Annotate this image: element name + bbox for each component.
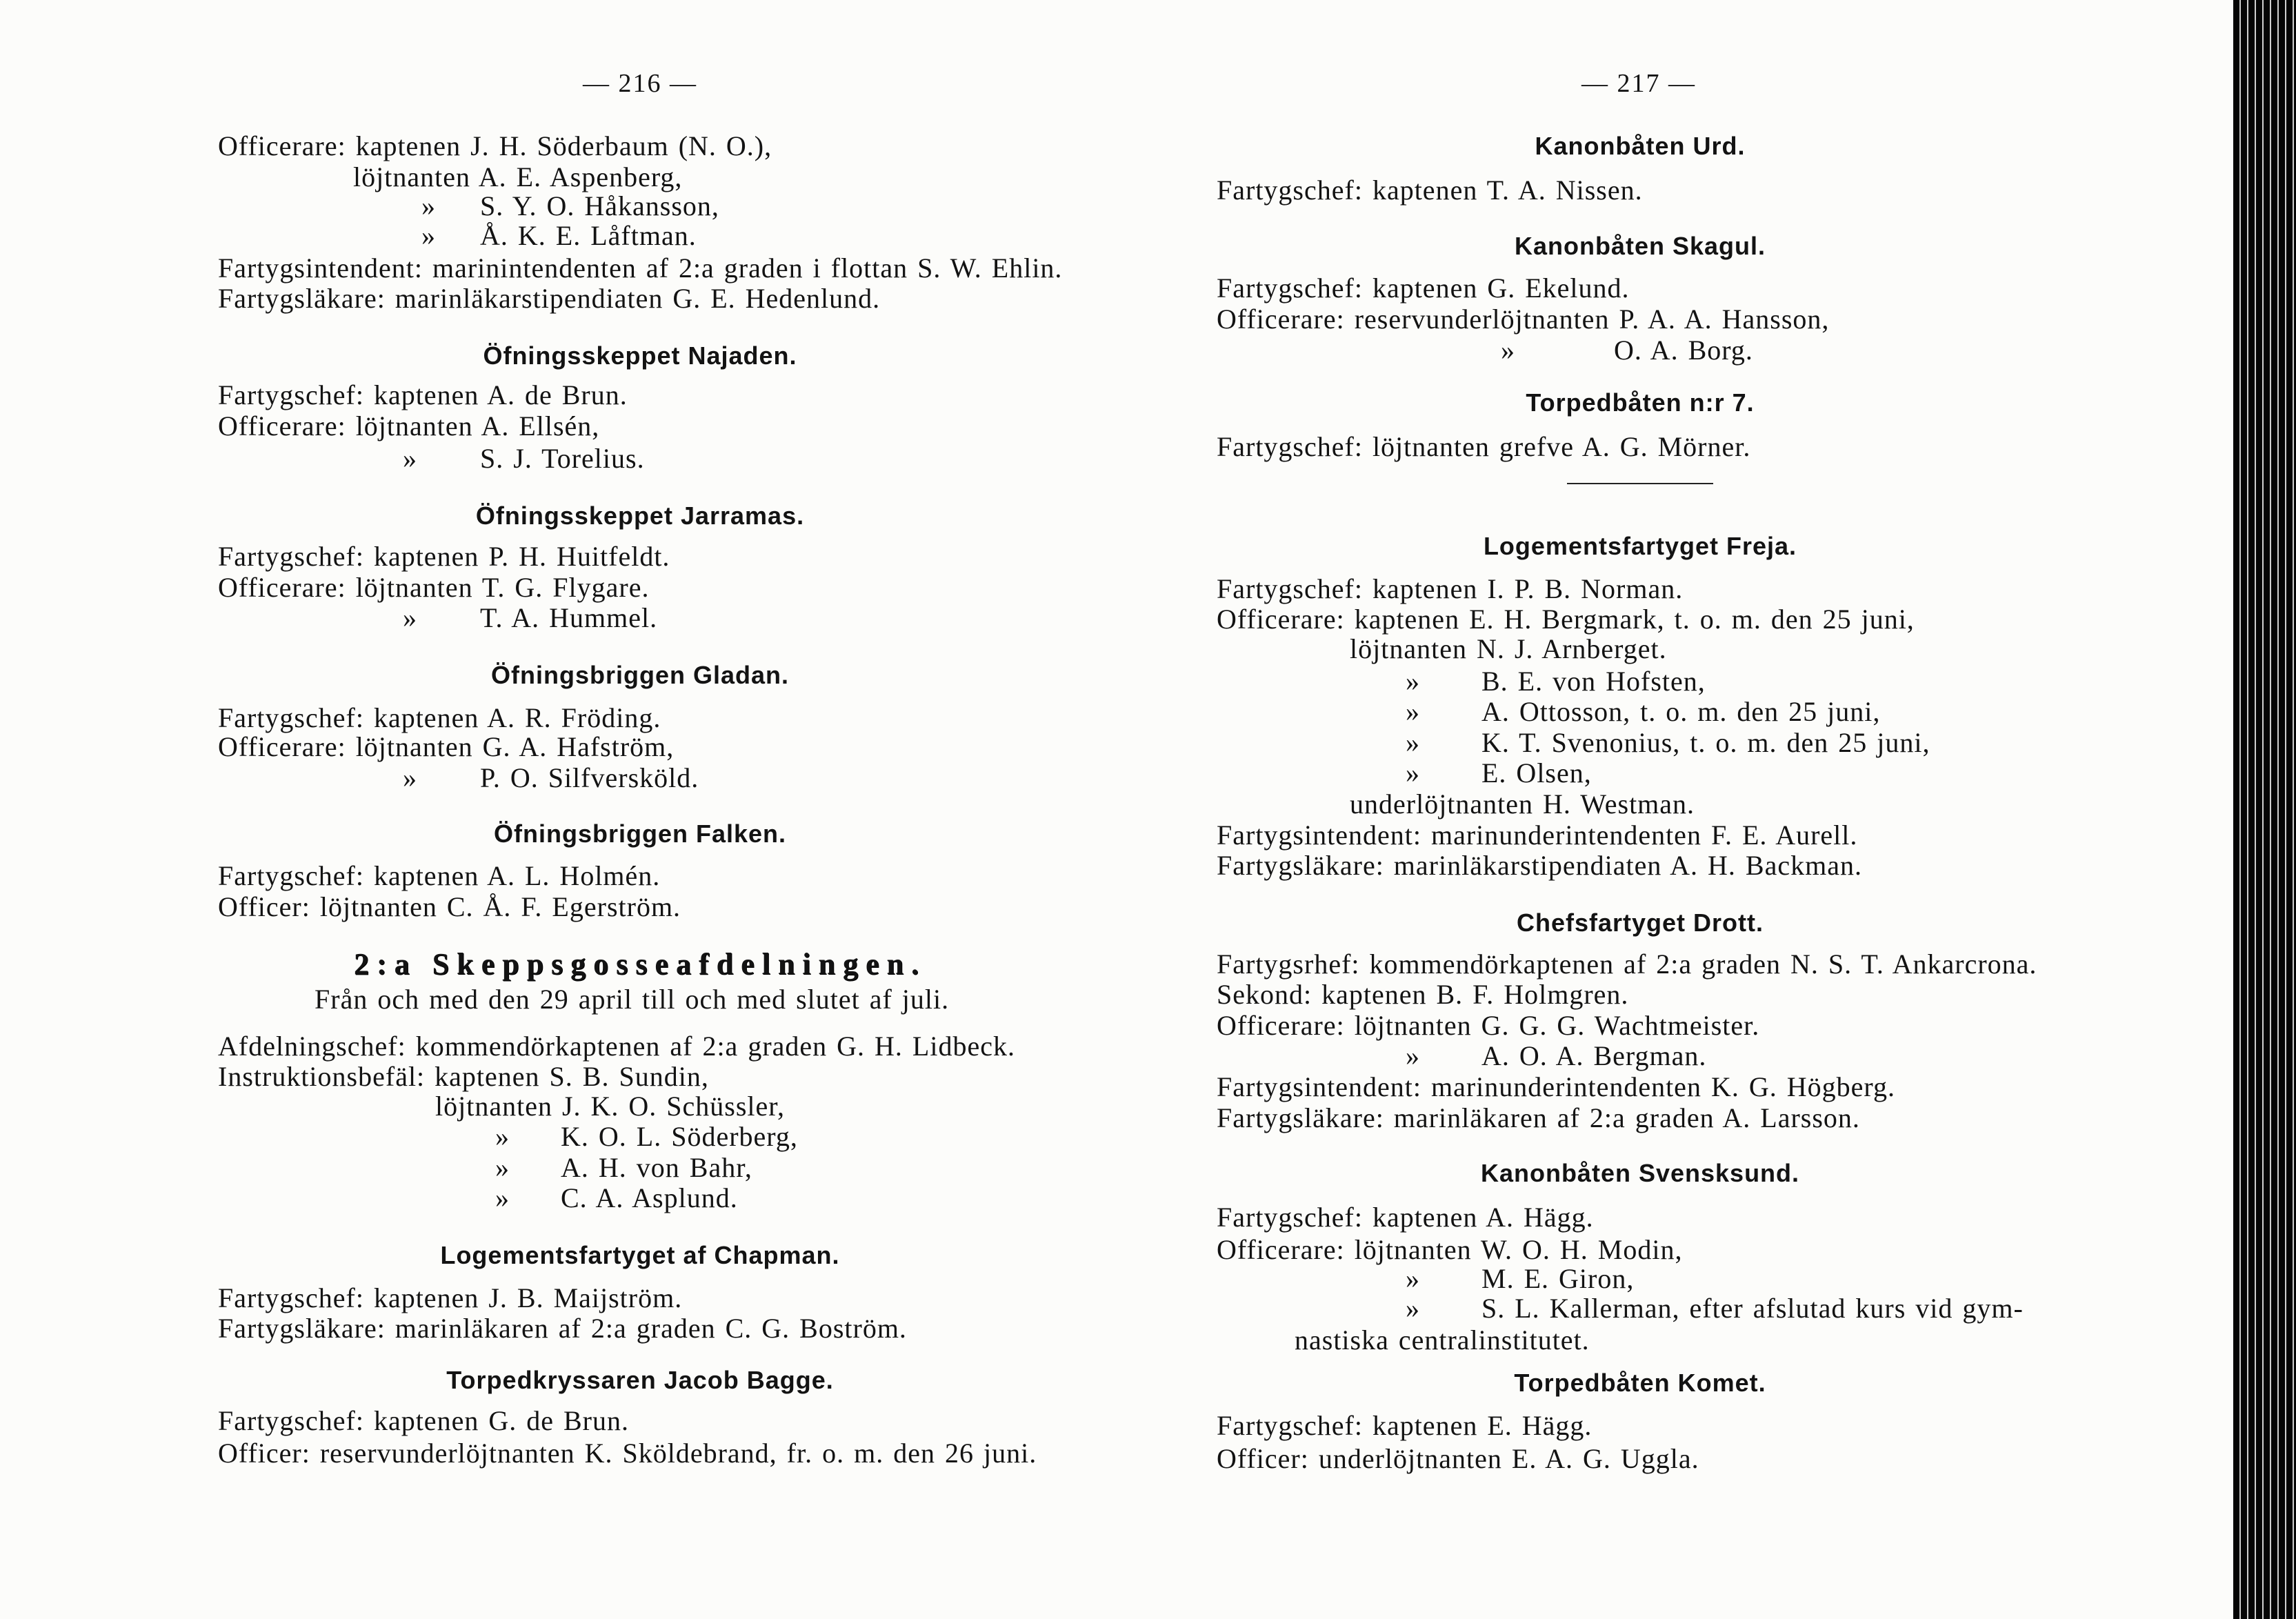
entry-text: A. H. von Bahr, [561, 1152, 752, 1183]
entry-line: Sekond: kaptenen B. F. Holmgren. [1217, 979, 1629, 1010]
entry-line: Officerare: löjtnanten A. Ellsén, [218, 410, 600, 441]
ditto-mark: » [495, 1121, 510, 1152]
entry-line: Fartygsintendent: marinunderintendenten K. G. Högberg. [1217, 1071, 1895, 1102]
entry-text: C. A. Asplund. [561, 1182, 738, 1213]
entry-line: Fartygsläkare: marinläkarstipendiaten G. E. Hedenlund. [218, 283, 881, 314]
section-heading: Torpedkryssaren Jacob Bagge. [446, 1366, 834, 1394]
entry-line: Officerare: kaptenen E. H. Bergmark, t. o. m. den 25 juni, [1217, 604, 1915, 635]
entry-line: Fartygschef: kaptenen T. A. Nissen. [1217, 175, 1643, 206]
entry-line: Officerare: löjtnanten G. G. G. Wachtmeister. [1217, 1010, 1760, 1041]
entry-line: Afdelningschef: kommendörkaptenen af 2:a graden G. H. Lidbeck. [218, 1031, 1015, 1062]
entry-line: Officer: reservunderlöjtnanten K. Sköldebrand, fr. o. m. den 26 juni. [218, 1438, 1037, 1469]
entry-line: underlöjtnanten H. Westman. [1350, 788, 1695, 820]
entry-line: Officerare: löjtnanten W. O. H. Modin, [1217, 1234, 1683, 1265]
entry-line: Fartygschef: kaptenen J. B. Maijström. [218, 1282, 683, 1313]
entry-line: löjtnanten A. E. Aspenberg, [353, 161, 683, 192]
ditto-mark: » [1501, 335, 1515, 366]
entry-line: Fartygschef: kaptenen G. de Brun. [218, 1405, 629, 1436]
entry-text: S. Y. O. Håkansson, [480, 190, 719, 221]
entry-line: Fartygschef: kaptenen E. Hägg. [1217, 1410, 1593, 1441]
section-heading: Chefsfartyget Drott. [1516, 908, 1764, 937]
entry-line: Officer: löjtnanten C. Å. F. Egerström. [218, 891, 681, 922]
ditto-mark: » [403, 762, 417, 793]
entry-text: O. A. Borg. [1614, 335, 1753, 366]
ditto-mark: » [1406, 666, 1420, 697]
section-heading: Torpedbåten n:r 7. [1526, 388, 1755, 417]
entry-line: Fartygsintendent: marinunderintendenten F. E. Aurell. [1217, 820, 1858, 851]
ditto-mark: » [403, 602, 417, 633]
entry-line: löjtnanten N. J. Arnberget. [1350, 633, 1667, 664]
entry-line: Officerare: löjtnanten G. A. Hafström, [218, 731, 675, 762]
entry-line: Fartygschef: kaptenen A. Hägg. [1217, 1202, 1594, 1233]
entry-text: E. Olsen, [1481, 757, 1592, 788]
entry-line: Officer: underlöjtnanten E. A. G. Uggla. [1217, 1443, 1699, 1474]
ditto-mark: » [1406, 727, 1420, 758]
ditto-mark: » [403, 443, 417, 474]
section-heading: Öfningsbriggen Gladan. [490, 661, 789, 689]
entry-text: B. E. von Hofsten, [1481, 666, 1706, 697]
entry-text: S. J. Torelius. [480, 443, 645, 474]
section-heading: Öfningsskeppet Jarramas. [475, 501, 805, 530]
entry-text: A. O. A. Bergman. [1481, 1040, 1707, 1071]
entry-line: Fartygsläkare: marinläkaren af 2:a graden C. G. Boström. [218, 1313, 907, 1344]
entry-text: K. T. Svenonius, t. o. m. den 25 juni, [1481, 727, 1930, 758]
entry-text: T. A. Hummel. [480, 602, 658, 633]
entry-text: S. L. Kallerman, efter afslutad kurs vid gym- [1481, 1293, 2024, 1324]
entry-line: Instruktionsbefäl: kaptenen S. B. Sundin, [218, 1061, 709, 1092]
section-heading: Öfningsbriggen Falken. [493, 820, 787, 848]
page-number: — 217 — [1581, 69, 1696, 98]
entry-text: K. O. L. Söderberg, [561, 1121, 798, 1152]
ditto-mark: » [421, 220, 436, 251]
entry-line: löjtnanten J. K. O. Schüssler, [435, 1091, 786, 1122]
ditto-mark: » [1406, 1040, 1420, 1071]
page-number: — 216 — [583, 69, 697, 98]
section-divider [1567, 483, 1713, 484]
entry-line: Fartygsläkare: marinläkaren af 2:a graden A. Larsson. [1217, 1102, 1860, 1133]
entry-text: P. O. Silfversköld. [480, 762, 699, 793]
section-heading: Kanonbåten Svensksund. [1480, 1159, 1800, 1187]
section-heading: Kanonbåten Skagul. [1514, 232, 1766, 260]
entry-text: A. Ottosson, t. o. m. den 25 juni, [1481, 696, 1881, 727]
entry-text: Å. K. E. Låftman. [480, 220, 697, 251]
entry-text: M. E. Giron, [1481, 1263, 1635, 1294]
entry-line: Officerare: kaptenen J. H. Söderbaum (N. O.), [218, 130, 772, 161]
section-heading: Kanonbåten Urd. [1535, 132, 1746, 160]
ditto-mark: » [495, 1152, 510, 1183]
ditto-mark: » [1406, 696, 1420, 727]
ditto-mark: » [495, 1182, 510, 1213]
entry-line: Fartygsintendent: marinintendenten af 2:a graden i flottan S. W. Ehlin. [218, 252, 1063, 284]
entry-line: Fartygsläkare: marinläkarstipendiaten A. H. Backman. [1217, 850, 1862, 881]
entry-line: nastiska centralinstitutet. [1295, 1324, 1590, 1355]
section-heading: Logementsfartyget af Chapman. [440, 1241, 840, 1269]
entry-line: Fartygschef: kaptenen A. L. Holmén. [218, 860, 661, 891]
section-subheading: Från och med den 29 april till och med slutet af juli. [315, 984, 950, 1015]
ditto-mark: » [1406, 1263, 1420, 1294]
section-heading: Torpedbåten Komet. [1514, 1369, 1766, 1397]
entry-line: Fartygschef: kaptenen A. R. Fröding. [218, 702, 661, 733]
ditto-mark: » [1406, 757, 1420, 788]
entry-line: Fartygschef: kaptenen I. P. B. Norman. [1217, 573, 1684, 604]
entry-line: Fartygschef: kaptenen P. H. Huitfeldt. [218, 541, 670, 572]
section-heading: 2:a Skeppsgosseafdelningen. [353, 947, 926, 981]
section-heading: Logementsfartyget Freja. [1483, 532, 1797, 560]
entry-line: Fartygschef: kaptenen A. de Brun. [218, 379, 628, 410]
entry-line: Fartygschef: kaptenen G. Ekelund. [1217, 272, 1630, 304]
entry-line: Officerare: löjtnanten T. G. Flygare. [218, 572, 650, 603]
ditto-mark: » [421, 190, 436, 221]
entry-line: Fartygsrhef: kommendörkaptenen af 2:a graden N. S. T. Ankarcrona. [1217, 948, 2037, 980]
entry-line: Officerare: reservunderlöjtnanten P. A. A. Hansson, [1217, 304, 1830, 335]
entry-line: Fartygschef: löjtnanten grefve A. G. Mörner. [1217, 431, 1751, 462]
ditto-mark: » [1406, 1293, 1420, 1324]
book-edge [2233, 0, 2296, 1619]
section-heading: Öfningsskeppet Najaden. [483, 341, 797, 370]
